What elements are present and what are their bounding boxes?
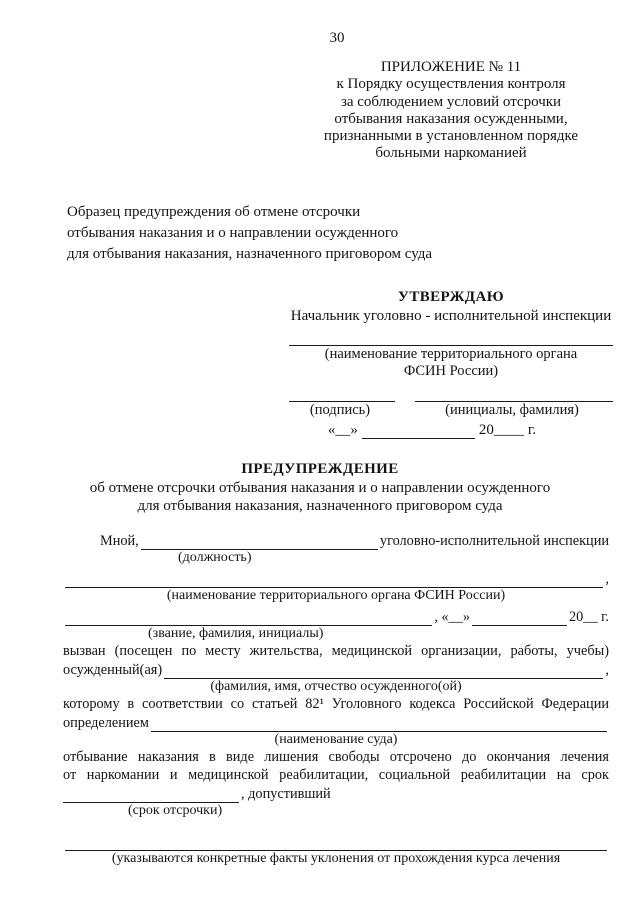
comma-text: , — [605, 571, 609, 587]
appendix-heading — [286, 59, 616, 163]
org-name-blank-row — [287, 338, 615, 346]
comma-text: , — [605, 662, 609, 678]
convict-row — [63, 661, 609, 679]
signature-blank-row — [287, 392, 615, 402]
rank-caption: (звание, фамилия, инициалы) — [148, 626, 324, 641]
approval-block — [287, 289, 615, 439]
approval-date-row — [287, 421, 615, 439]
org-caption-line: (наименование территориального органа — [324, 346, 578, 362]
date-year: 20__ г. — [569, 609, 609, 625]
sample-description — [67, 202, 432, 265]
spacer — [393, 402, 409, 419]
org-caption-line: ФСИН России) — [403, 362, 499, 379]
date-year-suffix: г. — [527, 422, 537, 438]
statute-line: которому в соответствии со статьей 82¹ Уголовного кодекса Российской Федерации — [63, 696, 609, 712]
appendix-line: отбывания наказания осужденными, — [334, 110, 568, 127]
signature-caption: (подпись) — [309, 402, 371, 418]
appendix-line: ПРИЛОЖЕНИЕ № 11 — [380, 59, 522, 75]
warning-title: ПРЕДУПРЕЖДЕНИЕ — [241, 461, 399, 477]
ruling-row — [63, 714, 609, 732]
by-me-label: Мной, — [100, 533, 139, 549]
signature-captions-row — [287, 402, 615, 419]
date-year: 20____ — [478, 422, 524, 438]
inspection-label: уголовно-исполнительной инспекции — [379, 533, 609, 549]
approval-title: УТВЕРЖДАЮ — [397, 289, 505, 305]
appendix-line: к Порядку осуществления контроля — [336, 76, 566, 93]
date-day-quotes: «__» — [327, 422, 358, 438]
court-caption: (наименование суда) — [274, 732, 398, 747]
ruling-label: определением — [63, 715, 149, 731]
admitted-label: , допустивший — [241, 786, 331, 802]
appendix-line: признанными в установленном порядке — [323, 128, 579, 145]
approval-position: Начальник уголовно - исполнительной инспекции — [290, 308, 612, 324]
page-number: 30 — [329, 30, 345, 46]
appendix-line: за соблюдением условий отсрочки — [340, 93, 562, 110]
sentence-line: отбывание наказания в виде лишения свободы отсрочено до окончания лечения — [63, 749, 609, 765]
convict-caption: (фамилия, имя, отчество осужденного(ой) — [210, 679, 462, 694]
by-me-row — [63, 532, 609, 550]
warning-heading — [0, 460, 640, 516]
rank-date-row — [63, 608, 609, 626]
org-row — [63, 570, 609, 588]
sample-line: Образец предупреждения об отмене отсрочки — [67, 204, 361, 220]
date-day-quotes: , «__» — [434, 609, 470, 625]
appendix-line: больными наркоманией — [375, 145, 527, 162]
date-month-blank — [362, 437, 475, 439]
convict-label: осужденный(ая) — [63, 662, 163, 678]
warning-subtitle-line: об отмене отсрочки отбывания наказания и о направлении осужденного — [89, 479, 551, 496]
org-caption: (наименование территориального органа ФСИН России) — [166, 588, 506, 603]
official-position-blank — [141, 548, 378, 550]
position-caption: (должность) — [178, 550, 252, 565]
date-month-blank — [472, 624, 567, 626]
term-caption: (срок отсрочки) — [128, 803, 223, 818]
sample-line: для отбывания наказания, назначенного приговором суда — [67, 246, 433, 262]
sample-line: отбывания наказания и о направлении осужденного — [67, 225, 399, 241]
facts-row — [63, 833, 609, 851]
warning-subtitle-line: для отбывания наказания, назначенного приговором суда — [137, 498, 503, 515]
facts-caption: (указываются конкретные факты уклонения от прохождения курса лечения — [111, 851, 561, 866]
name-caption: (инициалы, фамилия) — [445, 402, 579, 418]
sentence-line: от наркомании и медицинской реабилитации, социальной реабилитации на срок — [63, 767, 609, 783]
summoned-line: вызван (посещен по месту жительства, медицинской организации, работы, учебы) — [63, 643, 609, 659]
term-row — [63, 785, 609, 803]
form-body — [63, 532, 609, 868]
